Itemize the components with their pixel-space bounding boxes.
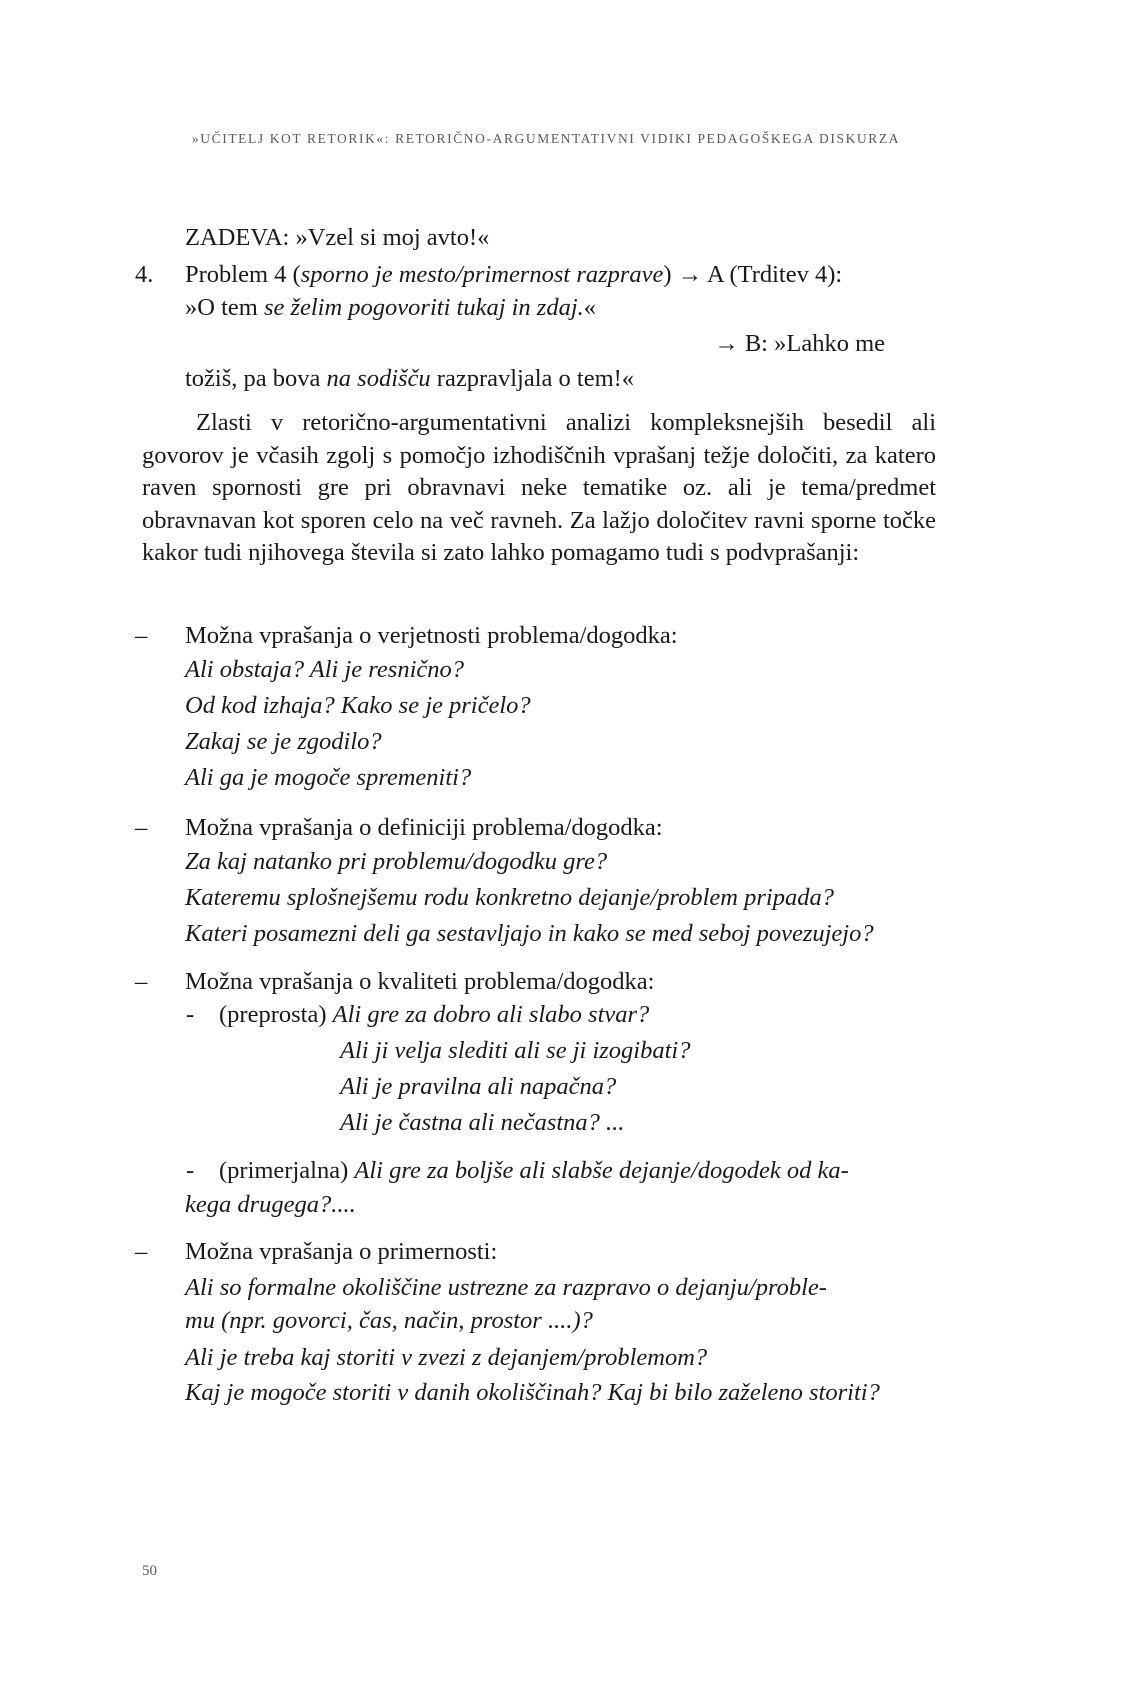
primerjalna-q: Ali gre za boljše ali slabše dejanje/dogodek od ka- <box>354 1157 849 1184</box>
text-span: « <box>583 294 597 321</box>
text-span: razpravljala o tem!« <box>430 365 635 392</box>
primernost-q: Ali so formalne okoliščine ustrezne za razpravo o dejanju/proble- <box>185 1274 827 1301</box>
preprosta-q: Ali ji velja slediti ali se ji izogibati? <box>340 1037 691 1064</box>
item4-line2 <box>185 292 596 324</box>
verjetnost-q: Ali obstaja? Ali je resnično? <box>185 656 465 683</box>
dash-bullet: – <box>135 622 148 649</box>
running-header: »UČITELJ KOT RETORIK«: RETORIČNO-ARGUMENTATIVNI VIDIKI PEDAGOŠKEGA DISKURZA <box>191 131 901 146</box>
primernost-q: Ali je treba kaj storiti v zvezi z dejanjem/problemom? <box>185 1344 708 1371</box>
sub-dash-bullet: - <box>186 1157 195 1184</box>
definicija-heading: Možna vprašanja o definiciji problema/dogodka: <box>185 814 663 841</box>
sub-dash-bullet: - <box>186 1001 195 1028</box>
preprosta-q: Ali je pravilna ali napačna? <box>340 1073 617 1100</box>
dash-bullet: – <box>135 968 148 995</box>
preprosta-label: (preprosta) <box>219 1001 333 1028</box>
italic-span: na sodišču <box>326 365 431 392</box>
item4-suffix: ) → A (Trditev 4): <box>663 261 843 288</box>
text-span: »O tem <box>185 294 264 321</box>
definicija-q: Kateremu splošnejšemu rodu konkretno dejanje/problem pripada? <box>185 884 834 911</box>
dash-bullet: – <box>135 1238 148 1265</box>
definicija-q: Kateri posamezni deli ga sestavljajo in kako se med seboj povezujejo? <box>185 920 874 947</box>
italic-span: se želim pogovoriti tukaj in zdaj. <box>263 294 584 321</box>
primerjalna-q-cont: kega drugega?.... <box>185 1191 356 1218</box>
preprosta-line <box>219 999 649 1031</box>
page-number: 50 <box>142 1563 157 1579</box>
item4-italic: sporno je mesto/primernost razprave <box>300 261 664 288</box>
verjetnost-q: Od kod izhaja? Kako se je pričelo? <box>185 692 531 719</box>
body-paragraph: Zlasti v retorično-argumentativni analizi kompleksnejših besedil ali govorov je včasih zgolj s pomočjo izhodiščnih vprašanj težje določiti, za katero raven spornosti gre pri obravnavi neke tematike oz. ali je tema/predmet obravnavan kot sporen celo na več ravneh. Za lažjo določitev ravni sporne točke kakor tudi njihovega števila si zato lahko pomagamo tudi s podvprašanji: <box>142 409 936 566</box>
item4-line1 <box>185 259 842 291</box>
text-span: tožiš, pa bova <box>185 365 327 392</box>
preprosta-q: Ali je častna ali nečastna? ... <box>340 1109 625 1136</box>
definicija-q: Za kaj natanko pri problemu/dogodku gre? <box>185 848 608 875</box>
primernost-q: mu (npr. govorci, čas, način, prostor ....)? <box>185 1307 593 1334</box>
item4-b-reply: → B: »Lahko me <box>714 330 885 357</box>
item4-line4 <box>185 363 634 395</box>
zadeva-line: ZADEVA: »Vzel si moj avto!« <box>185 224 490 251</box>
primerjalna-label: (primerjalna) <box>219 1157 355 1184</box>
primernost-q: Kaj je mogoče storiti v danih okoliščinah? Kaj bi bilo zaželeno storiti? <box>185 1379 880 1406</box>
verjetnost-q: Zakaj se je zgodilo? <box>185 728 382 755</box>
item4-number: 4. <box>135 261 154 288</box>
dash-bullet: – <box>135 814 148 841</box>
primerjalna-line <box>219 1155 849 1187</box>
item4-prefix: Problem 4 ( <box>185 261 301 288</box>
verjetnost-q: Ali ga je mogoče spremeniti? <box>185 764 472 791</box>
primernost-heading: Možna vprašanja o primernosti: <box>185 1238 498 1265</box>
kvaliteta-heading: Možna vprašanja o kvaliteti problema/dogodka: <box>185 968 655 995</box>
preprosta-q: Ali gre za dobro ali slabo stvar? <box>332 1001 650 1028</box>
verjetnost-heading: Možna vprašanja o verjetnosti problema/dogodka: <box>185 622 678 649</box>
